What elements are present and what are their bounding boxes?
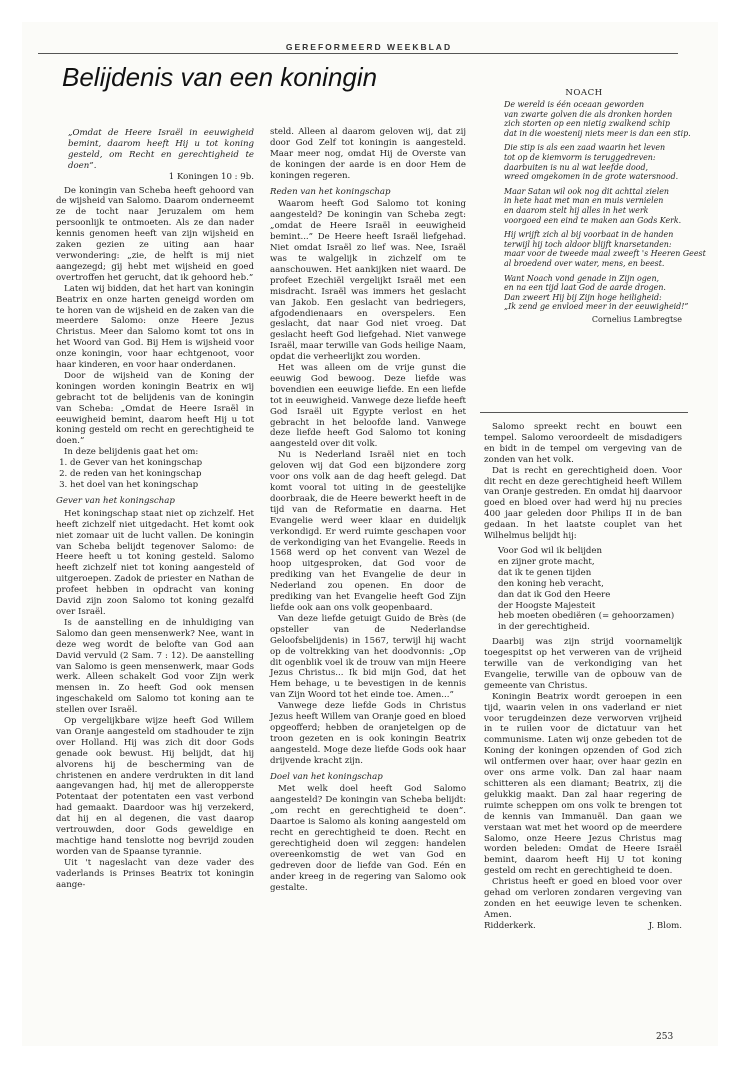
poem-title: NOACH	[565, 88, 603, 98]
poem-stanza	[504, 187, 688, 225]
poem-line: en na een tijd laat God de aarde drogen.	[504, 283, 666, 293]
paragraph: Christus heeft er goed en bloed voor over gehad om verloren zondaren vergeving van zonden en het eeuwige leven te schenken. Amen.	[484, 877, 682, 920]
poem-line: maar voor de tweede maal zweeft 's Heeren Geest	[504, 249, 706, 259]
section-heading: Reden van het koningschap	[270, 186, 391, 197]
verse-line: Voor God wil ik belijden	[498, 545, 603, 556]
verse-line: der Hoogste Majesteit	[498, 600, 596, 611]
wilhelmus-verse	[498, 546, 682, 633]
paragraph: Door de wijsheid van de Koning der koningen worden koningin Beatrix en wij gebracht tot de belijdenis van de koningin van Scheba: „Omdat de Heere Israël in eeuwigheid bemint, daarom heeft Hij u tot koning gesteld om recht en gerechtigheid te doen.”	[56, 370, 254, 447]
verse-line: dan dat ik God den Heere	[498, 589, 611, 600]
poem-line: wreed omgekomen in de grote watersnood.	[504, 172, 679, 182]
paragraph: Van deze liefde getuigt Guido de Brès (de opsteller van de Nederlandse Geloofsbelijdenis) in 1567, terwijl hij wacht op de voltrekking van het doodvonnis: „Op dit ogenblik voel ik de trouw van mijn Heere Jezus Christus... Ik bid mijn God, dat het Hem behage, u te bevestigen in de kennis van Zijn Woord tot het einde toe. Amen...”	[270, 613, 466, 701]
paragraph: Met welk doel heeft God Salomo aangesteld? De koningin van Scheba belijdt: „om recht en gerechtigheid te doen”. Daartoe is Salomo als koning aangesteld om recht en gerechtigheid te doen. Recht en gerechtigheid doen wil zeggen: handelen overeenkomstig de wet van God en gedreven door de liefde van God. Eén en ander kreeg in de regering van Salomo ook gestalte.	[270, 784, 466, 893]
verse-line: en zijner grote macht,	[498, 556, 595, 567]
epigraph: „Omdat de Heere Israël in eeuwigheid bemint, daarom heeft Hij u tot koning gesteld, om Recht en gerechtigheid te doen”.	[68, 128, 254, 171]
article-column-2	[270, 127, 466, 894]
paragraph: Salomo spreekt recht en bouwt een tempel. Salomo veroordeelt de misdadigers en bidt in de tempel om vergeving van de zonden van het volk.	[484, 422, 682, 465]
section-heading: Gever van het koningschap	[56, 495, 175, 506]
header-rule	[38, 53, 678, 54]
poem-box	[480, 64, 706, 413]
place: Ridderkerk.	[484, 920, 536, 931]
poem-line: Dan zweert Hij bij Zijn hoge heiligheid:	[504, 292, 662, 302]
poem-line: zich storten op een nietig zwalkend schip	[504, 119, 670, 129]
poem-line: daarbuiten is nu al wat leefde dood,	[504, 162, 649, 172]
paragraph: De koningin van Scheba heeft gehoord van de wijsheid van Salomo. Daarom onderneemt ze de tocht naar Jeruzalem om hem persoonlijk te ontmoeten. Als ze dan nader kennis genomen heeft van zijn wijsheid en zaken gezien ze uiting aan haar verwondering: „zie, de helft is mij niet aangezegd; gij hebt met wijsheid en goed overtroffen het gerucht, dat ik gehoord heb.”	[56, 185, 254, 283]
poem-stanza	[504, 230, 706, 268]
article-title: Belijdenis van een koningin	[62, 62, 378, 92]
poem-line: dat in die woestenij niets meer is dan een stip.	[504, 128, 691, 138]
paragraph: steld. Alleen al daarom geloven wij, dat zij door God Zelf tot koningin is aangesteld. Maar meer nog, omdat Hij de Overste van de koningen der aarde is en door Hem de koningen regeren.	[270, 127, 466, 181]
magazine-header: GEREFORMEERD WEEKBLAD	[285, 42, 453, 52]
paragraph: Het was alleen om de vrije gunst die eeuwig God bewoog. Deze liefde was bovendien een eeuwige liefde. En een liefde tot in eeuwigheid. Vanwege deze liefde heeft God Israël uit Egypte verlost en het gebracht in het beloofde land. Vanwege deze liefde heeft God Salomo tot koning aangesteld over dit volk.	[270, 363, 466, 450]
verse-line: dat ik te genen tijden	[498, 567, 592, 578]
section-heading: Doel van het koningschap	[270, 771, 383, 782]
author: J. Blom.	[648, 920, 682, 931]
verse-line: in der gerechtigheid.	[498, 622, 590, 633]
list-item: 3. het doel van het koningschap	[70, 480, 254, 491]
article-column-1	[56, 128, 254, 891]
paragraph: Nu is Nederland Israël niet en toch geloven wij dat God een bijzondere zorg voor ons volk aan de dag heeft gelegd. Dat komt vooral tot uiting in de geestelijke doorbraak, die de Heere bewerkt heeft in de tijd van de Reformatie en daarna. Het Evangelie werd weer klaar en duidelijk verkondigd. Er werd ruimte geschapen voor de verkondiging van het Evangelie. Reeds in 1568 werd op het convent van Wezel de hoop uitgesproken, dat God voor de prediking van het Evangelie de deur in Nederland zou openen. En door de prediking van het Evangelie heeft God Zijn liefde ook aan ons volk geopenbaard.	[270, 450, 466, 613]
poem-line: De wereld is één oceaan geworden	[504, 100, 645, 109]
poem-line: „Ik zend ge envloed meer in der eeuwigheid!”	[504, 302, 689, 312]
poem-stanza	[504, 100, 691, 138]
verse-line: heb moeten obediëren (= gehoorzamen)	[498, 611, 675, 622]
verse-line: den koning heb veracht,	[498, 578, 604, 589]
poem-line: Hij wrijft zich al bij voorbaat in de handen	[504, 230, 674, 240]
paragraph: Daarbij was zijn strijd voornamelijk toegespitst op het verweren van de vrijheid terwille van de verkondiging van het Evangelie, terwille van de opbouw van de gemeente van Christus.	[484, 637, 682, 691]
list-item: 2. de reden van het koningschap	[70, 469, 254, 480]
poem-line: Maar Satan wil ook nog dit achttal zielen	[504, 186, 669, 196]
poem-line: van zwarte golven die als dronken horden	[504, 109, 673, 119]
poem-author: Cornelius Lambregtse	[591, 314, 682, 324]
paragraph: Op vergelijkbare wijze heeft God Willem van Oranje aangesteld om stadhouder te zijn over Holland. Hij was zich dit door Gods genade ook bewust. Hij belijdt, dat hij alvorens hij de bescherming van de christenen en andere verdrukten in dit land aangevangen had, hij met de alleropperste Potentaat der potentaten een vast verbond had gemaakt. Daardoor was hij verzekerd, dat hij en al degenen, die vast daarop vertrouwden, door Gods geweldige en machtige hand tenslotte nog bevrijd zouden worden van de Spaanse tyrannie.	[56, 716, 254, 857]
paragraph: Uit 't nageslacht van deze vader des vaderlands is Prinses Beatrix tot koningin aange-	[56, 857, 254, 890]
paragraph: In deze belijdenis gaat het om:	[64, 447, 199, 458]
poem-line: en daarom stelt hij alles in het werk	[504, 205, 649, 215]
epigraph-reference: 1 Koningen 10 : 9b.	[168, 171, 254, 182]
article-column-3	[484, 422, 682, 932]
poem-line: Die stip is als een zaad waarin het leven	[504, 143, 666, 153]
poem-text	[480, 100, 706, 312]
poem-line: in hete haat met man en muis vernielen	[504, 196, 664, 206]
paragraph: Koningin Beatrix wordt geroepen in een tijd, waarin velen in ons vaderland er niet voor terugdeinzen deze verworven vrijheid in te ruilen voor de dictatuur van het communisme. Laten wij onze gebeden tot de Koning der koningen opzenden of God zich wil ontfermen over haar, over haar gezin en over ons arme volk. Dan zal haar naam schitteren als een diamant; Beatrix, zij die gelukkig maakt. Dan zal haar regering de ruimte scheppen om ons volk te brengen tot de kennis van Immanuël. Dan gaan we verstaan wat met het woord op de meerdere Salomo, onze Heere Jezus Christus mag worden beleden: Omdat de Heere Israël bemint, daarom heeft Hij U tot koning gesteld om recht en gerechtigheid te doen.	[484, 691, 682, 877]
paragraph: Laten wij bidden, dat het hart van koningin Beatrix en onze harten geneigd worden om te horen van de wijsheid en de zaken van die meerdere Salomo: onze Heere Jezus Christus. Meer dan Salomo komt tot ons in het Woord van God. Bij Hem is wijsheid voor onze koningin, voor haar echtgenoot, voor haar kinderen, en voor haar onderdanen.	[56, 283, 254, 371]
paragraph: Dat is recht en gerechtigheid doen. Voor dit recht en deze gerechtigheid heeft Willem van Oranje gestreden. En omdat hij daarvoor goed en bloed over had werd hij nu precies 400 jaar geleden door Philips II in de ban gedaan. In het laatste couplet van het Wilhelmus belijdt hij:	[484, 465, 682, 542]
paragraph: Is de aanstelling en de inhuldiging van Salomo dan geen mensenwerk? Nee, want in deze weg wordt de belofte van God aan David vervuld (2 Sam. 7 : 12). De aanstelling van Salomo is geen mensenwerk, maar Gods werk. Alleen schakelt God voor Zijn werk mensen in. Zo heeft God ook mensen ingeschakeld om Salomo tot koning aan te stellen over Israël.	[56, 617, 254, 716]
page-number: 253	[656, 1032, 674, 1042]
poem-stanza	[504, 274, 688, 312]
poem-line: terwijl hij toch aldoor blijft knarsetanden:	[504, 239, 672, 249]
paragraph: Vanwege deze liefde Gods in Christus Jezus heeft Willem van Oranje goed en bloed opgeofferd; hebben de oranjetelgen op de troon gezeten en is ook koningin Beatrix aangesteld. Moge deze liefde Gods ook haar drijvende kracht zijn.	[270, 701, 466, 766]
poem-line: Want Noach vond genade in Zijn ogen,	[504, 273, 660, 283]
list-item: 1. de Gever van het koningschap	[70, 458, 254, 469]
points-list	[56, 458, 254, 491]
poem-stanza	[504, 143, 688, 181]
poem-line: al broedend over water, mens, en beest.	[504, 258, 665, 268]
signature-line	[484, 921, 682, 932]
poem-line: tot op de kiemvorm is teruggedreven:	[504, 152, 656, 162]
paragraph: Waarom heeft God Salomo tot koning aangesteld? De koningin van Scheba zegt: „omdat de Heere Israël in eeuwigheid bemint...” De Heere heeft Israël liefgehad. Niet omdat Israël zo lief was. Nee, Israël was te walgelijk in zichzelf om te aanschouwen. Het aankijken niet waard. De profeet Ezechiël vergelijkt Israël met een misdracht. Israël was immers het geslacht van Jakob. Een geslacht van bedriegers, afgodendienaars en overspelers. Een geslacht, dat naar God niet vroeg. Dat geslacht heeft God liefgehad. Niet vanwege Israël, maar terwille van Gods heilige Naam, opdat die verheerlijkt zou worden.	[270, 199, 466, 363]
poem-line: voorgoed een eind te maken aan Gods Kerk.	[504, 215, 682, 225]
paragraph: Het koningschap staat niet op zichzelf. Het heeft zichzelf niet uitgedacht. Het komt ook niet zomaar uit de lucht vallen. De koningin van Scheba belijdt tegenover Salomo: de Heere heeft u tot koning gesteld. Salomo heeft zichzelf niet tot koning aangesteld of uitgeroepen. Zadok de priester en Nathan de profeet hebben in opdracht van koning David zijn zoon Salomo tot koning gezalfd over Israël.	[56, 508, 254, 617]
